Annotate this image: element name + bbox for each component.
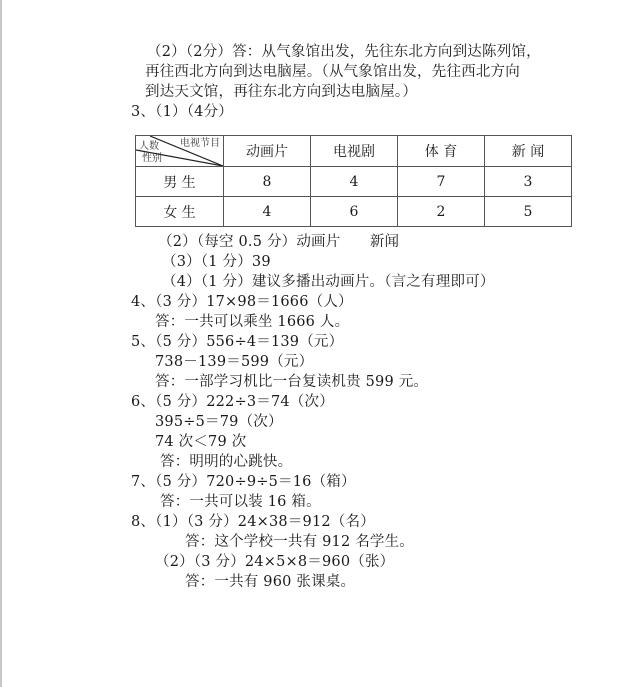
q4-line1: 4、（3 分）17×98＝1666（人） (131, 294, 353, 310)
q8-part2: （2）（3 分）24×5×8＝960（张） (155, 554, 395, 570)
table-cell: 4 (311, 167, 398, 197)
q2-part2-line2: 再往西北方向到达电脑屋。（从气象馆出发，先往西北方向 (145, 64, 520, 80)
table-cell: 7 (398, 167, 485, 197)
row-label: 女 生 (136, 197, 224, 227)
column-header: 电视剧 (311, 136, 398, 167)
table-header-row (136, 136, 572, 167)
column-header: 动画片 (224, 136, 311, 167)
q3-part3: （3）（1 分）39 (162, 254, 271, 270)
q6-line1: 6、（5 分）222÷3＝74（次） (131, 394, 334, 410)
table-cell: 6 (311, 197, 398, 227)
corner-label-gender: 性别 (142, 153, 162, 164)
q7-answer: 答：一共可以装 16 箱。 (160, 494, 321, 510)
q5-answer: 答：一部学习机比一台复读机贵 599 元。 (155, 374, 429, 390)
q6-line3: 74 次＜79 次 (155, 434, 247, 450)
table-cell: 3 (485, 167, 572, 197)
q5-line2: 738－139＝599（元） (155, 354, 314, 370)
q3-part4: （4）（1 分）建议多播出动画片。（言之有理即可） (162, 274, 495, 290)
table-cell: 8 (224, 167, 311, 197)
page-edge (0, 0, 2, 687)
q7-line1: 7、（5 分）720÷9÷5＝16（箱） (131, 474, 356, 490)
row-label: 男 生 (136, 167, 224, 197)
q8-answer2: 答：一共有 960 张课桌。 (185, 574, 356, 590)
q3-header: 3、（1）（4分） (131, 104, 233, 120)
table-cell: 5 (485, 197, 572, 227)
column-header: 体 育 (398, 136, 485, 167)
q2-part2-line1: （2）（2分）答：从气象馆出发，先往东北方向到达陈列馆， (147, 44, 541, 60)
column-header: 新 闻 (485, 136, 572, 167)
table-row (136, 167, 572, 197)
table-corner-cell (136, 136, 224, 167)
q8-answer1: 答：这个学校一共有 912 名学生。 (185, 534, 414, 550)
q6-line2: 395÷5＝79（次） (155, 414, 283, 430)
corner-label-program: 电视节目 (180, 138, 220, 149)
corner-label-count: 人数 (139, 141, 159, 152)
q2-part2-line3: 到达天文馆，再往东北方向到达电脑屋。） (145, 84, 418, 100)
tv-program-table (135, 135, 572, 227)
table-cell: 4 (224, 197, 311, 227)
q6-answer: 答：明明的心跳快。 (160, 454, 293, 470)
q4-answer: 答：一共可以乘坐 1666 人。 (155, 314, 350, 330)
q8-part1: 8、（1）（3 分）24×38＝912（名） (131, 514, 375, 530)
table-row (136, 197, 572, 227)
table-cell: 2 (398, 197, 485, 227)
q5-line1: 5、（5 分）556÷4＝139（元） (131, 334, 344, 350)
q3-part2: （2）（每空 0.5 分）动画片 新闻 (158, 234, 400, 250)
